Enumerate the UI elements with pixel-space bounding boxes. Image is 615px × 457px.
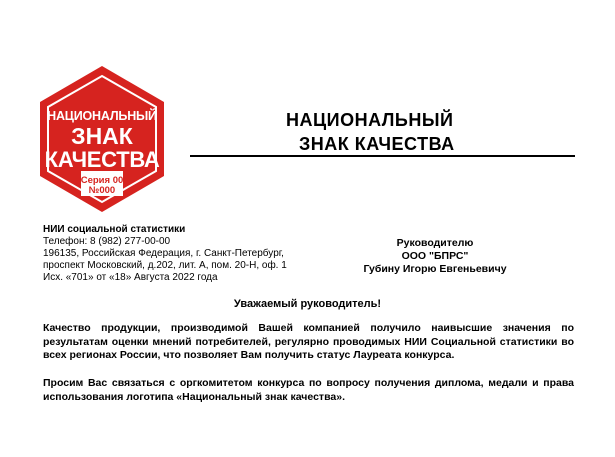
letter-paragraph-2: Просим Вас связаться с оргкомитетом конкурса по вопросу получения диплома, медали и права использования логотипа «Национальный знак качества». xyxy=(43,377,574,403)
quality-mark-logo xyxy=(37,64,167,214)
outgoing-reference: Исх. «701» от «18» Августа 2022 года xyxy=(43,272,218,283)
title-line-2: ЗНАК КАЧЕСТВА xyxy=(299,134,455,154)
letter-paragraph-1: Качество продукции, производимой Вашей компанией получило наивысшие значения по результатам оценки мнений потребителей, регулярно проводимых НИИ Социальной статистики во всех регионах России, что позволяет Вам получить статус Лауреата конкурса. xyxy=(43,322,574,361)
sender-org: НИИ социальной статистики xyxy=(43,224,186,235)
recipient-name: Губину Игорю Евгеньевичу xyxy=(363,263,507,275)
sender-address-2: проспект Московский, д.202, лит. А, пом. 20-Н, оф. 1 xyxy=(43,260,287,271)
logo-text-national: НАЦИОНАЛЬНЫЙ xyxy=(47,109,157,123)
sender-address-1: 196135, Российская Федерация, г. Санкт-Петербург, xyxy=(43,248,284,259)
logo-text-sign: ЗНАК xyxy=(71,123,133,149)
sender-phone: Телефон: 8 (982) 277-00-00 xyxy=(43,236,171,247)
logo-series: Серия 00 xyxy=(80,175,124,186)
logo-number: №000 xyxy=(88,185,116,196)
header-divider xyxy=(190,155,575,157)
letter-greeting: Уважаемый руководитель! xyxy=(233,298,382,310)
sender-block xyxy=(43,224,287,284)
recipient-block xyxy=(330,237,540,276)
logo-text-quality: КАЧЕСТВА xyxy=(44,147,160,172)
recipient-company: ООО "БПРС" xyxy=(401,250,469,262)
recipient-position: Руководителю xyxy=(396,237,474,249)
page-title xyxy=(286,108,455,156)
title-line-1: НАЦИОНАЛЬНЫЙ xyxy=(286,110,454,130)
